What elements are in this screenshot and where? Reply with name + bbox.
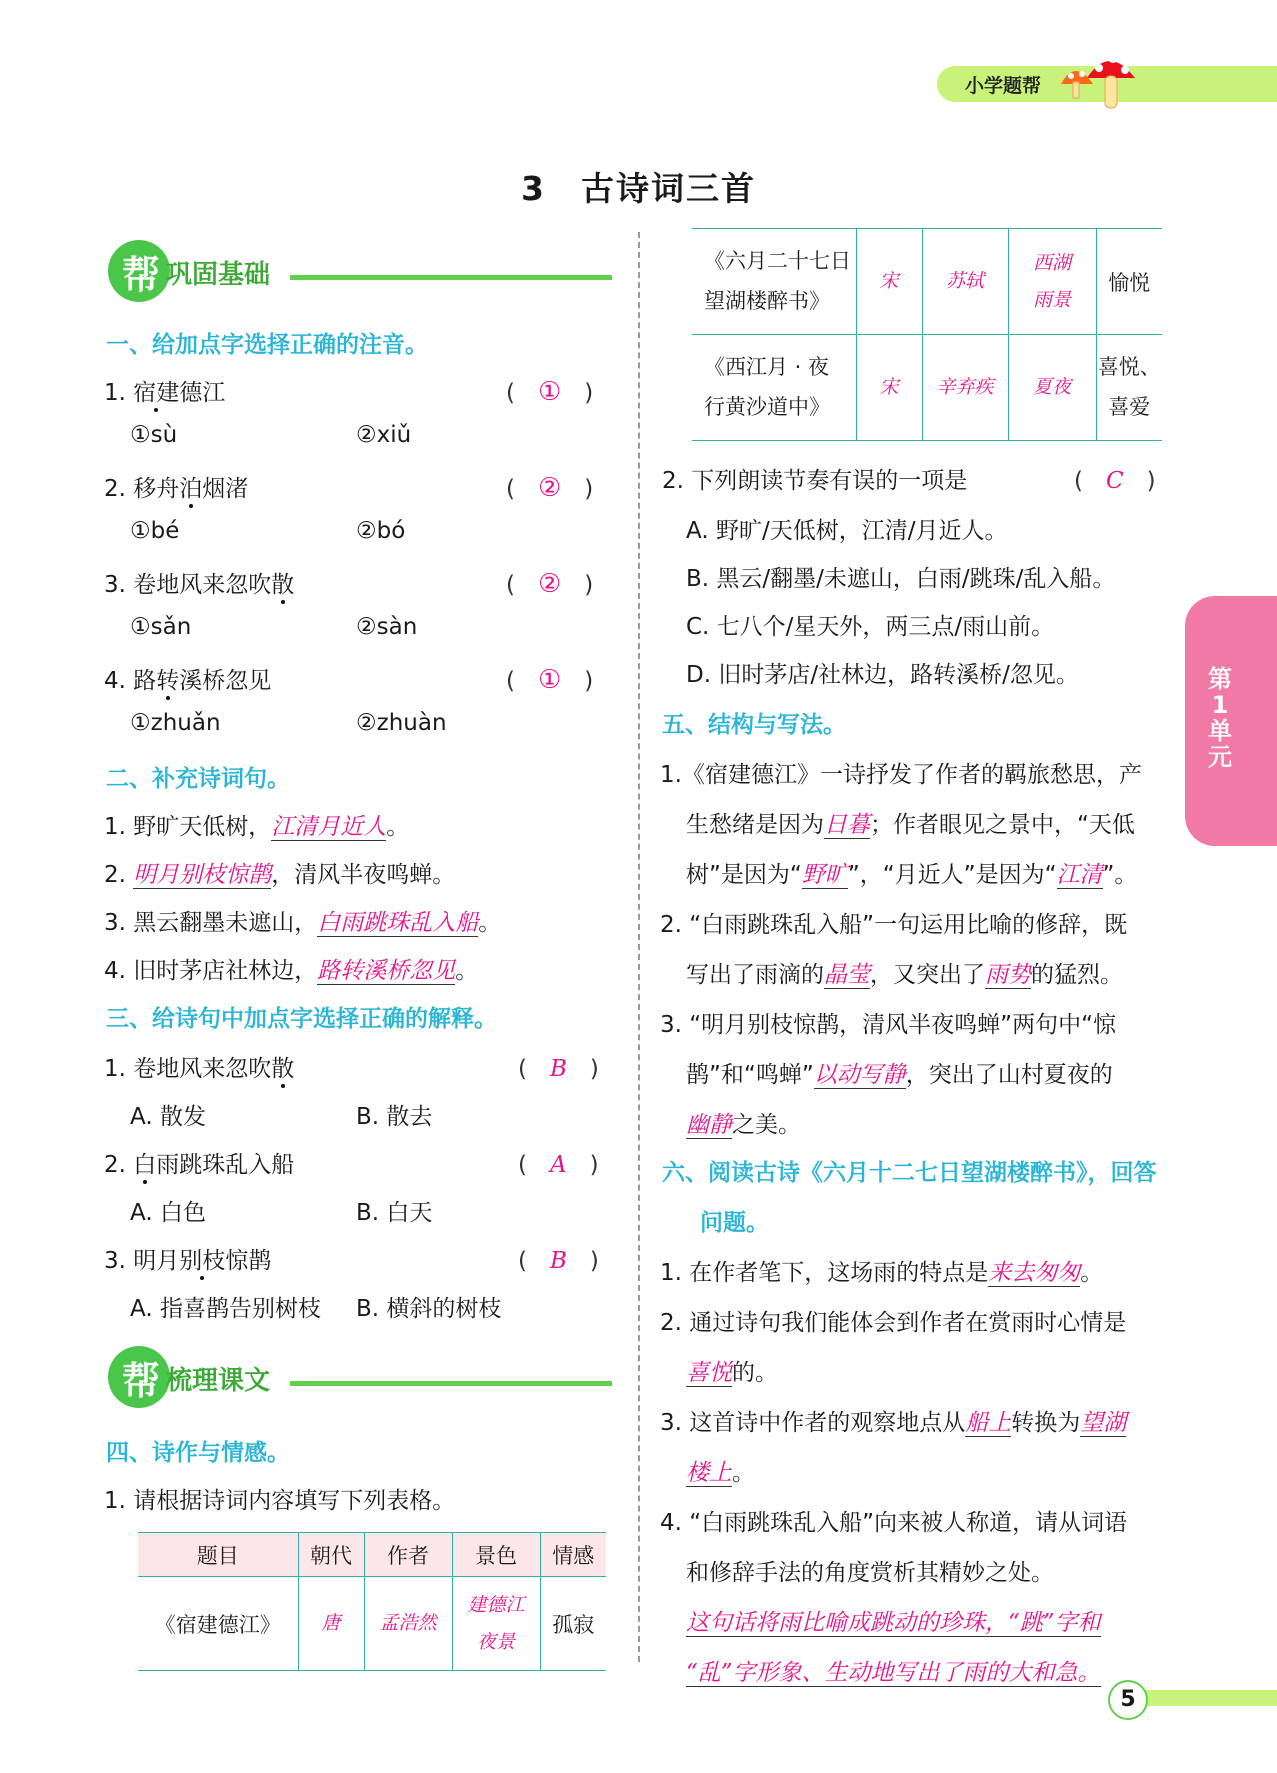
fill-line: 3. 这首诗中作者的观察地点从船上转换为望湖	[660, 1410, 1127, 1436]
question-text: 2. 白雨跳珠乱入船	[104, 1152, 295, 1178]
table-cell: 《宿建德江》	[138, 1577, 298, 1671]
table-cell: 孤寂	[540, 1577, 606, 1671]
fill-line: 楼上。	[686, 1460, 755, 1486]
table-cell: 唐	[298, 1577, 364, 1671]
question-text: 2. 下列朗读节奏有误的一项是	[662, 468, 968, 494]
table-header: 朝代	[298, 1533, 364, 1577]
answer-bracket: ( B )	[518, 1248, 599, 1274]
brand-label: 小学题帮	[965, 75, 1042, 97]
answer-line: “乱”字形象、生动地写出了雨的大和急。	[686, 1660, 1101, 1686]
banner-line	[290, 275, 612, 280]
table-cell: 喜悦、 喜爱	[1096, 335, 1162, 441]
column-divider	[638, 232, 640, 1662]
table-cell: 《六月二十七日 望湖楼醉书》	[692, 229, 856, 335]
section-heading: 三、给诗句中加点字选择正确的解释。	[106, 1006, 497, 1032]
option: ②xiǔ	[356, 422, 412, 448]
fill-line: 生愁绪是因为日暮；作者眼见之景中，“天低	[686, 812, 1135, 838]
option: A. 野旷/天低树，江清/月近人。	[686, 518, 1008, 544]
page-title: 3 古诗词三首	[521, 169, 756, 208]
mushroom-icon	[1055, 44, 1145, 114]
question-text: 2. 通过诗句我们能体会到作者在赏雨时心情是	[660, 1310, 1127, 1336]
option: D. 旧时茅店/社林边，路转溪桥/忽见。	[686, 662, 1079, 688]
question-text: 2. 移舟泊烟渚	[104, 476, 249, 502]
question-text: 3. 明月别枝惊鹊	[104, 1248, 272, 1274]
section-heading: 四、诗作与情感。	[106, 1440, 290, 1466]
answer-bracket: ( ① )	[506, 377, 594, 407]
fill-line: 1. 在作者笔下，这场雨的特点是来去匆匆。	[660, 1260, 1104, 1286]
option: B. 散去	[356, 1104, 433, 1130]
question-text: 和修辞手法的角度赏析其精妙之处。	[686, 1560, 1054, 1586]
question-text: 3. 卷地风来忽吹散	[104, 572, 295, 598]
section-heading-cont: 问题。	[700, 1210, 769, 1236]
answer-bracket: ( A )	[518, 1152, 599, 1178]
question-text: 1.《宿建德江》一诗抒发了作者的羁旅愁思，产	[660, 762, 1142, 788]
table-cell: 夏夜	[1008, 335, 1096, 441]
question-text: 1. 请根据诗词内容填写下列表格。	[104, 1488, 456, 1514]
footer-bar	[1135, 1690, 1277, 1706]
table-cell: 辛弃疾	[922, 335, 1008, 441]
table-header: 题目	[138, 1533, 298, 1577]
table-cell: 宋	[856, 229, 922, 335]
option: ①bé	[130, 518, 180, 544]
option: B. 横斜的树枝	[356, 1296, 502, 1322]
table-cell: 《西江月 · 夜 行黄沙道中》	[692, 335, 856, 441]
table-cell: 愉悦	[1096, 229, 1162, 335]
section-heading: 五、结构与写法。	[662, 712, 846, 738]
fill-line: 幽静之美。	[686, 1112, 801, 1138]
table-cell: 宋	[856, 335, 922, 441]
table-cell: 苏轼	[922, 229, 1008, 335]
table-row	[692, 229, 1162, 335]
unit-tab-label: 第1单元	[1208, 665, 1232, 771]
table-row	[692, 335, 1162, 441]
option: ②zhuàn	[356, 710, 447, 736]
fill-line: 2. 明月别枝惊鹊，清风半夜鸣蝉。	[104, 862, 456, 888]
unit-tab	[1185, 596, 1277, 846]
option: ①zhuǎn	[130, 710, 221, 736]
option: B. 黑云/翻墨/未遮山，白雨/跳珠/乱入船。	[686, 566, 1116, 592]
answer-bracket: ( ② )	[506, 473, 594, 503]
section-heading: 六、阅读古诗《六月十二七日望湖楼醉书》，回答	[662, 1160, 1157, 1186]
option: A. 散发	[130, 1104, 206, 1130]
table-cell: 孟浩然	[364, 1577, 452, 1671]
banner-badge-char: 帮	[122, 252, 161, 297]
option: B. 白天	[356, 1200, 433, 1226]
answer-bracket: ( C )	[1074, 468, 1156, 494]
fill-line: 喜悦的。	[686, 1360, 778, 1386]
table-cell: 建德江 夜景	[452, 1577, 540, 1671]
question-text: 4. “白雨跳珠乱入船”向来被人称道，请从词语	[660, 1510, 1128, 1536]
banner-line	[290, 1381, 612, 1386]
question-text: 4. 路转溪桥忽见	[104, 668, 272, 694]
option: ②sàn	[356, 614, 418, 640]
section-heading: 一、给加点字选择正确的注音。	[106, 332, 428, 358]
poem-table-continued	[692, 228, 1162, 441]
section-heading: 二、补充诗词句。	[106, 766, 290, 792]
banner-review	[108, 1346, 612, 1416]
question-text: 3. “明月别枝惊鹊，清风半夜鸣蝉”两句中“惊	[660, 1012, 1117, 1038]
option: A. 指喜鹊告别树枝	[130, 1296, 321, 1322]
answer-line: 这句话将雨比喻成跳动的珍珠，“跳”字和	[686, 1610, 1101, 1636]
banner-title: 巩固基础	[166, 260, 271, 290]
answer-bracket: ( B )	[518, 1056, 599, 1082]
table-cell: 西湖 雨景	[1008, 229, 1096, 335]
option: ②bó	[356, 518, 406, 544]
banner-badge-char: 帮	[122, 1358, 161, 1403]
option: ①sù	[130, 422, 178, 448]
page-number: 5	[1108, 1680, 1148, 1720]
option: A. 白色	[130, 1200, 206, 1226]
option: C. 七八个/星天外，两三点/雨山前。	[686, 614, 1055, 640]
question-text: 2. “白雨跳珠乱入船”一句运用比喻的修辞，既	[660, 912, 1128, 938]
answer-bracket: ( ① )	[506, 665, 594, 695]
table-header: 情感	[540, 1533, 606, 1577]
table-row	[138, 1577, 606, 1671]
fill-line: 树”是因为“野旷”，“月近人”是因为“江清”。	[686, 862, 1138, 888]
table-header: 作者	[364, 1533, 452, 1577]
banner-title: 梳理课文	[166, 1366, 271, 1396]
question-text: 1. 宿建德江	[104, 380, 226, 406]
fill-line: 1. 野旷天低树，江清月近人。	[104, 814, 410, 840]
table-header: 景色	[452, 1533, 540, 1577]
poem-table	[138, 1532, 606, 1671]
fill-line: 4. 旧时茅店社林边，路转溪桥忽见。	[104, 958, 479, 984]
fill-line: 3. 黑云翻墨未遮山，白雨跳珠乱入船。	[104, 910, 502, 936]
answer-bracket: ( ② )	[506, 569, 594, 599]
option: ①sǎn	[130, 614, 192, 640]
question-text: 1. 卷地风来忽吹散	[104, 1056, 295, 1082]
banner-consolidate	[108, 240, 612, 310]
fill-line: 鹊”和“鸣蝉”以动写静，突出了山村夏夜的	[686, 1062, 1113, 1088]
fill-line: 写出了雨滴的晶莹，又突出了雨势的猛烈。	[686, 962, 1123, 988]
